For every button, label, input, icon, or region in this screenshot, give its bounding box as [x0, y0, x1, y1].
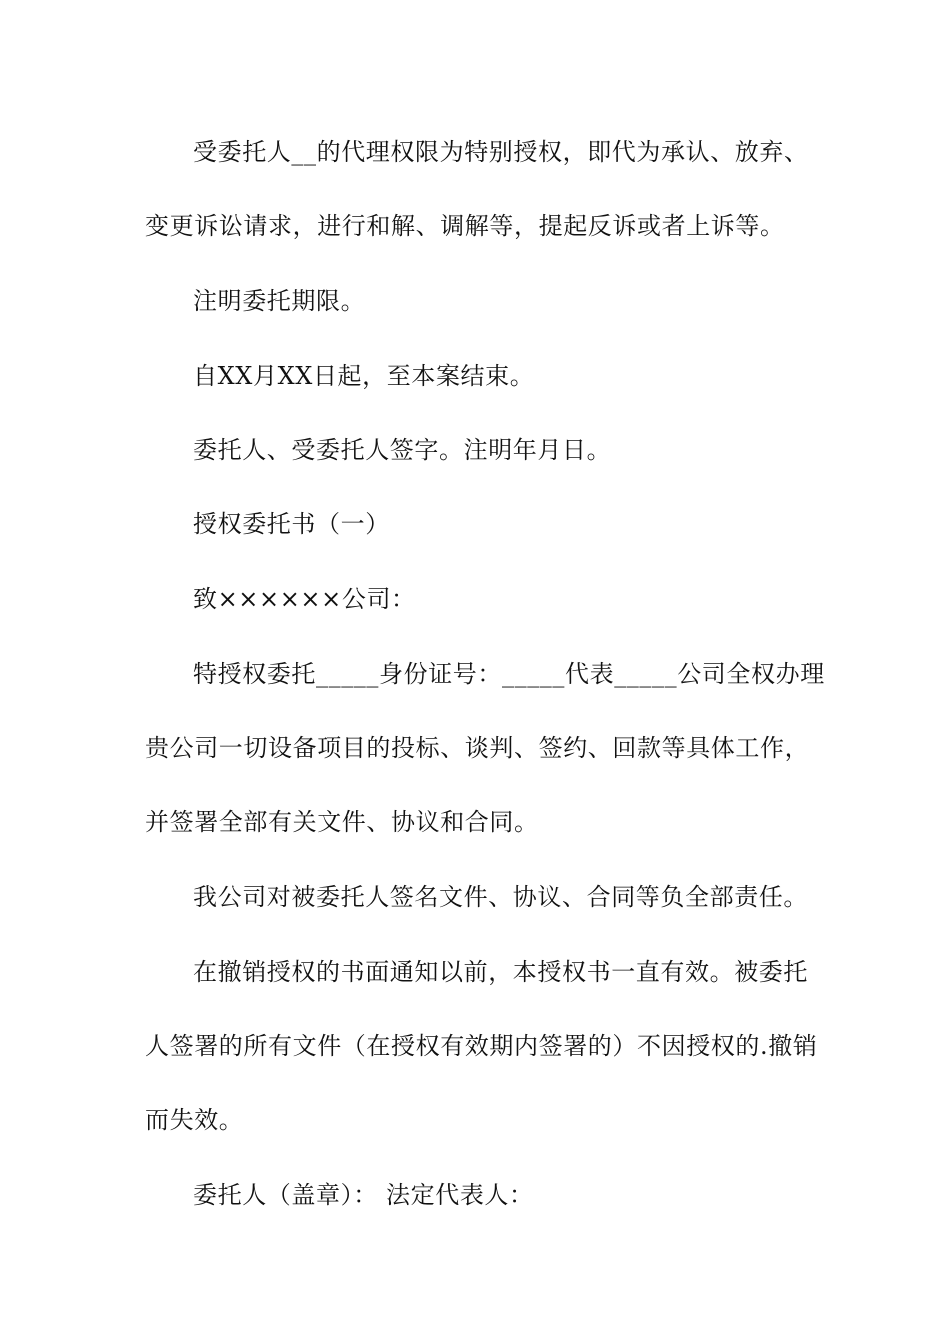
paragraph-line: 贵公司一切设备项目的投标、谈判、签约、回款等具体工作， — [145, 734, 810, 762]
paragraph-line: 在撤销授权的书面通知以前，本授权书一直有效。被委托 — [193, 958, 808, 986]
paragraph-line: 而失效。 — [145, 1106, 244, 1134]
paragraph-line: 我公司对被委托人签名文件、协议、合同等负全部责任。 — [193, 883, 808, 911]
paragraph-line: 人签署的所有文件（在授权有效期内签署的）不因授权的.撤销 — [145, 1032, 818, 1060]
paragraph-line: 变更诉讼请求，进行和解、调解等，提起反诉或者上诉等。 — [145, 212, 785, 240]
paragraph-line: 委托人、受委托人签字。注明年月日。 — [193, 436, 612, 464]
paragraph-line: 注明委托期限。 — [193, 287, 366, 315]
section-title: 授权委托书（一） — [193, 510, 390, 538]
addressee-line: 致××××××公司： — [193, 585, 416, 613]
paragraph-line: 特授权委托_____身份证号：_____代表_____公司全权办理 — [193, 660, 825, 688]
paragraph-line: 并签署全部有关文件、协议和合同。 — [145, 808, 539, 836]
paragraph-line: 受委托人__的代理权限为特别授权，即代为承认、放弃、 — [193, 138, 809, 166]
signature-line: 委托人（盖章）： 法定代表人： — [193, 1181, 534, 1209]
paragraph-line: 自XX月XX日起，至本案结束。 — [193, 362, 535, 390]
